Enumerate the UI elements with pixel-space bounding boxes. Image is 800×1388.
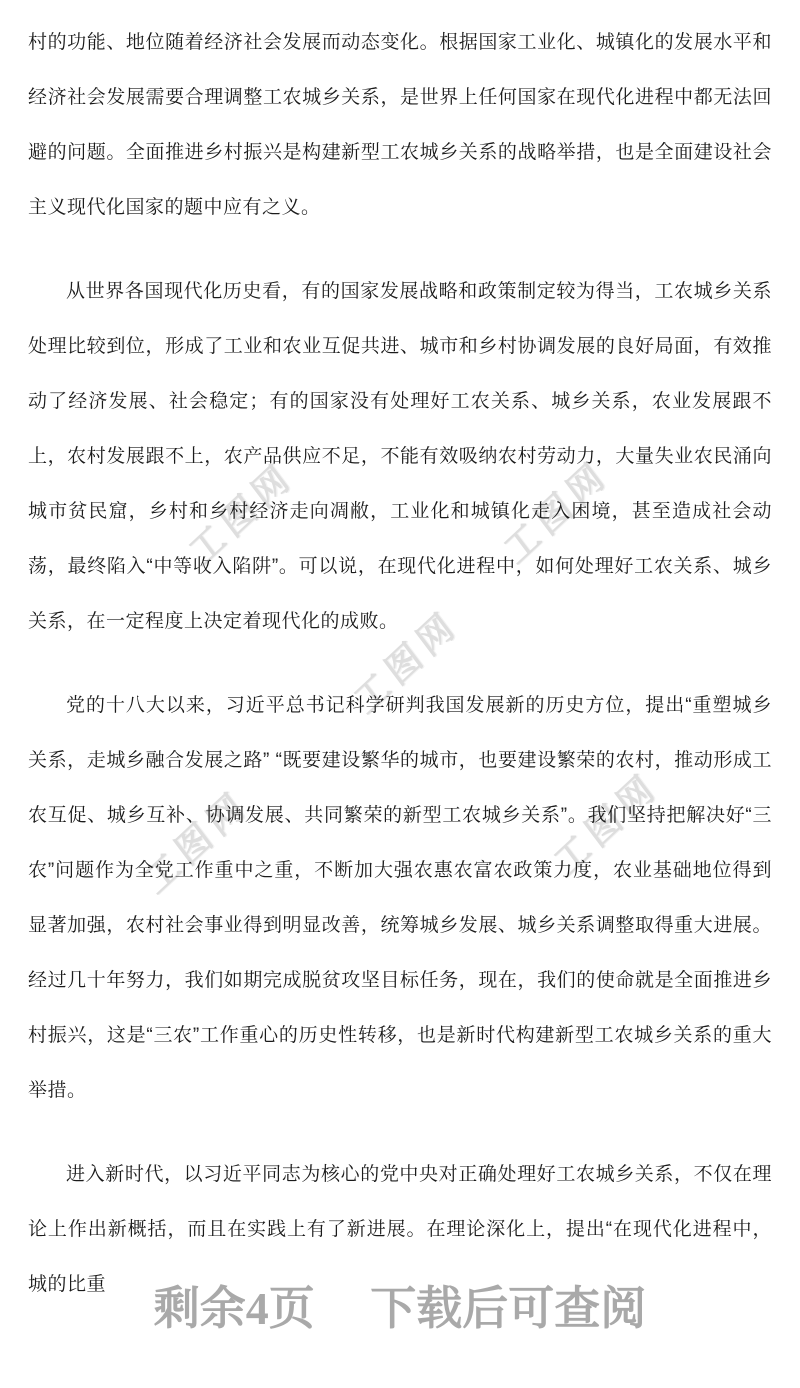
paragraph-3: 党的十八大以来，习近平总书记科学研判我国发展新的历史方位，提出“重塑城乡关系，走城乡融合发展之路” “既要建设繁华的城市，也要建设繁荣的农村，推动形成工农互促、城乡互补、协调发展、共同繁荣的新型工农城乡关系”。我们坚持把解决好“三农”问题作为全党工作重中之重，不断加大强农惠农富农政策力度，农业基础地位得到显著加强，农村社会事业得到明显改善，统筹城乡发展、城乡关系调整取得重大进展。经过几十年努力，我们如期完成脱贫攻坚目标任务，现在，我们的使命就是全面推进乡村振兴，这是“三农”工作重心的历史性转移，也是新时代构建新型工农城乡关系的重大举措。 (28, 695, 772, 1101)
watermark-text: 工图网 (181, 453, 301, 575)
paragraph-1: 村的功能、地位随着经济社会发展而动态变化。根据国家工业化、城镇化的发展水平和经济社会发展需要合理调整工农城乡关系，是世界上任何国家在现代化进程中都无法回避的问题。全面推进乡村振兴是构建新型工农城乡关系的战略举措，也是全面建设社会主义现代化国家的题中应有之义。 (28, 32, 772, 218)
paragraph-4: 进入新时代，以习近平同志为核心的党中央对正确处理好工农城乡关系，不仅在理论上作出新概括，而且在实践上有了新进展。在理论深化上，提出“在现代化进程中，城的比重 (28, 1164, 772, 1295)
watermark-text: 工图网 (546, 763, 666, 885)
remaining-pages-text: 剩余4页 (153, 1283, 315, 1334)
download-hint-text: 下载后可查阅 (370, 1283, 647, 1334)
watermark-text: 工图网 (496, 451, 616, 573)
paragraph-2: 从世界各国现代化历史看，有的国家发展战略和政策制定较为得当，工农城乡关系处理比较到位，形成了工业和农业互促共进、城市和乡村协调发展的良好局面，有效推动了经济发展、社会稳定；有的国家没有处理好工农关系、城乡关系，农业发展跟不上，农村发展跟不上，农产品供应不足，不能有效吸纳农村劳动力，大量失业农民涌向城市贫民窟，乡村和乡村经济走向凋敝，工业化和城镇化走入困境，甚至造成社会动荡，最终陷入“中等收入陷阱”。可以说，在现代化进程中，如何处理好工农关系、城乡关系，在一定程度上决定着现代化的成败。 (28, 281, 772, 632)
watermark-text: 工图网 (136, 781, 256, 903)
remaining-pages-banner (0, 1281, 800, 1337)
watermark-text: 工图网 (346, 601, 466, 723)
